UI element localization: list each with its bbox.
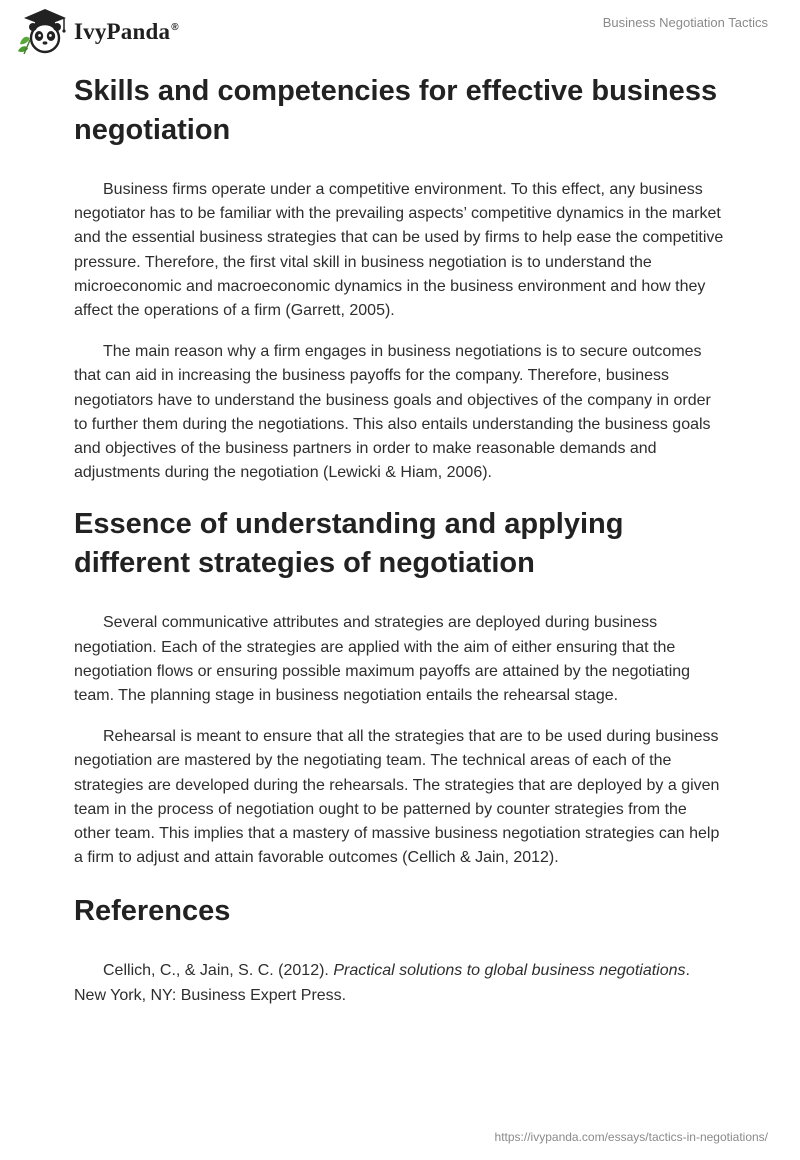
brand-name: IvyPanda® — [74, 19, 179, 44]
section-heading-skills: Skills and competencies for effective business negotiation — [74, 75, 718, 146]
reference-publisher: . New York, NY: Business Expert Press. — [74, 962, 690, 1004]
paragraph: The main reason why a firm engages in business negotiations is to secure outcomes that can aid in increasing the business payoffs for the company. Therefore, business negotiators have to understand the business goals and objectives of the company in order to further them during the negotiations. This also entails understanding the business goals and objectives of the business partners in order to make reasonable demands and adjustments during the negotiation (Lewicki & Hiam, 2006). — [74, 343, 711, 482]
registered-mark: ® — [171, 22, 179, 34]
document-title: Business Negotiation Tactics — [602, 15, 768, 30]
article-body — [74, 72, 726, 1025]
reference-entry — [74, 959, 726, 1007]
paragraph: Rehearsal is meant to ensure that all the strategies that are to be used during business negotiation are mastered by the negotiating team. The technical areas of each of the strategies are developed during the rehearsals. The strategies that are deployed by a given team in the process of negotiation ought to be patterned by counter strategies from the other team. This implies that a mastery of massive business negotiation strategies can help a firm to adjust and attain favorable outcomes (Cellich & Jain, 2012). — [74, 728, 720, 867]
reference-authors: Cellich, C., & Jain, S. C. (2012). — [103, 962, 334, 980]
panda-graduate-icon — [14, 6, 70, 56]
source-url[interactable]: https://ivypanda.com/essays/tactics-in-negotiations/ — [494, 1130, 768, 1144]
reference-title: Practical solutions to global business negotiations — [333, 962, 686, 980]
ivypanda-logo[interactable] — [14, 6, 179, 56]
page-header — [0, 0, 800, 62]
references-heading: References — [74, 895, 231, 928]
section-heading-strategies: Essence of understanding and applying different strategies of negotiation — [74, 508, 624, 580]
paragraph: Several communicative attributes and strategies are deployed during business negotiation. Each of the strategies are applied with the aim of either ensuring that the negotiation flows or ensuring possible maximum payoffs are attained by the negotiating team. The planning stage in business negotiation entails the rehearsal stage. — [74, 614, 691, 705]
paragraph: Business firms operate under a competitive environment. To this effect, any business negotiator has to be familiar with the prevailing aspects’ competitive dynamics in the market and the essential business strategies that can be used by firms to help ease the competitive pressure. Therefore, the first vital skill in business negotiation is to understand the microeconomic and macroeconomic dynamics in the business environment and how they affect the operations of a firm (Garrett, 2005). — [74, 181, 724, 320]
